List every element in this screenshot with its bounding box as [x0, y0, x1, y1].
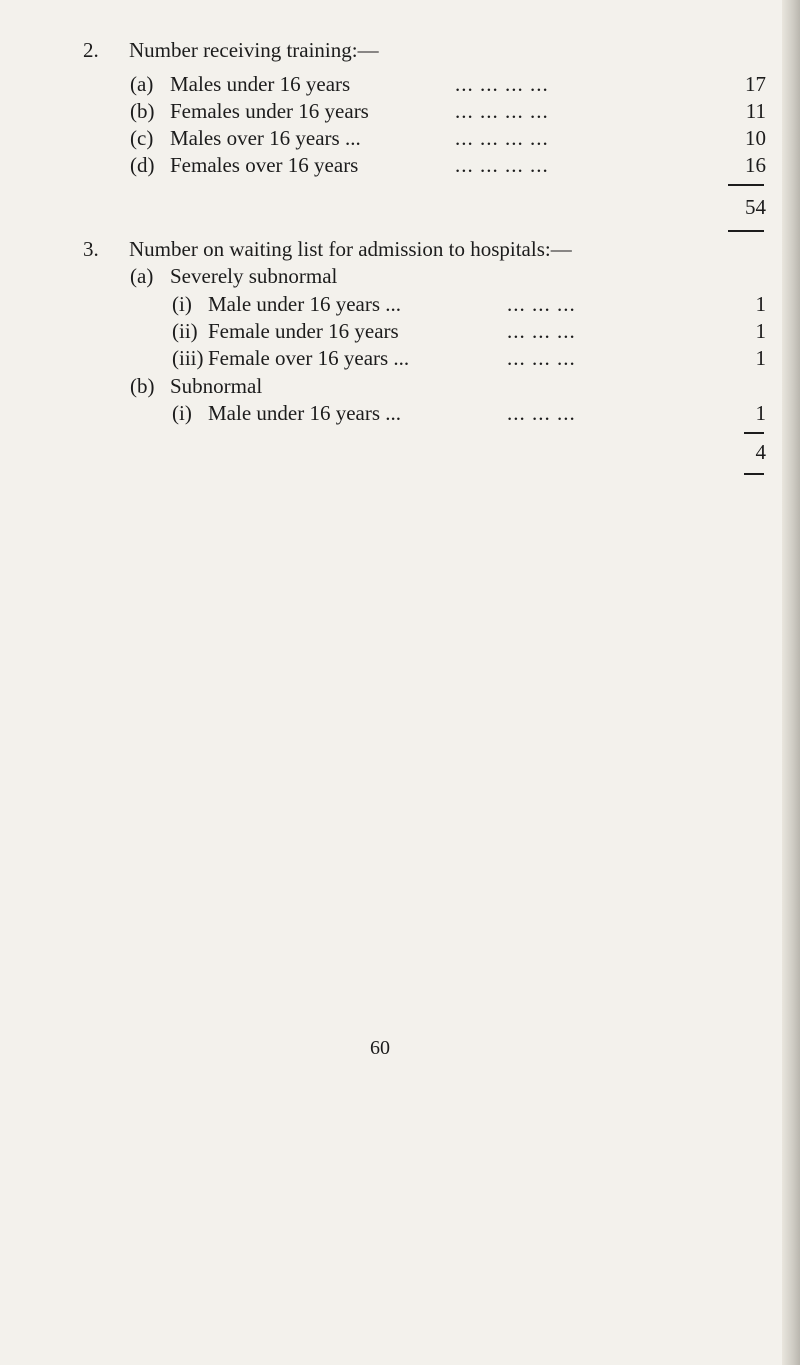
- item-value: 1: [755, 292, 766, 316]
- group-heading: [130, 372, 530, 400]
- item-roman: (i): [172, 292, 192, 316]
- item-value: 1: [755, 319, 766, 343]
- section-3-total: 4: [755, 440, 766, 464]
- item-letter: (c): [130, 126, 154, 150]
- leader-dots: ... ... ...: [507, 292, 576, 316]
- leader-dots: ... ... ...: [507, 319, 576, 343]
- table-row: [130, 151, 766, 179]
- item-value: 16: [745, 153, 766, 177]
- item-value: 10: [745, 126, 766, 150]
- table-row: [172, 317, 766, 345]
- item-label: Female over 16 years ...: [208, 346, 410, 370]
- leader-dots: ... ... ...: [507, 346, 576, 370]
- page-number: 60: [370, 1037, 390, 1059]
- section-3-heading-line: [83, 235, 703, 263]
- item-value: 11: [745, 99, 766, 123]
- table-row: [130, 97, 766, 125]
- total-rule-bottom: [728, 230, 764, 232]
- group-heading: [130, 262, 530, 290]
- table-row: [130, 70, 766, 98]
- section-2-heading-line: [83, 36, 683, 64]
- item-roman: (ii): [172, 319, 198, 343]
- table-row: [172, 399, 766, 427]
- item-roman: (i): [172, 401, 192, 425]
- leader-dots: ... ... ... ...: [455, 153, 549, 177]
- group-title: Subnormal: [170, 374, 263, 398]
- item-value: 1: [755, 346, 766, 370]
- section-2-total: 54: [745, 195, 766, 219]
- section-heading: Number receiving training:—: [129, 38, 379, 62]
- item-label: Females over 16 years: [170, 153, 359, 177]
- item-label: Male under 16 years ...: [208, 401, 402, 425]
- section-heading: Number on waiting list for admission to hospitals:—: [129, 237, 572, 261]
- table-row: [172, 290, 766, 318]
- table-row: [172, 344, 766, 372]
- section-number: 3.: [83, 237, 99, 261]
- leader-dots: ... ... ... ...: [455, 126, 549, 150]
- group-title: Severely subnormal: [170, 264, 338, 288]
- section-3-total-line: [690, 438, 766, 466]
- item-value: 1: [755, 401, 766, 425]
- leader-dots: ... ... ... ...: [455, 99, 549, 123]
- group-letter: (b): [130, 374, 155, 398]
- item-label: Males over 16 years ...: [170, 126, 361, 150]
- section-2-total-line: [690, 193, 766, 221]
- item-roman: (iii): [172, 346, 204, 370]
- total-rule-bottom: [744, 473, 764, 475]
- page-edge: [782, 0, 800, 1365]
- item-letter: (a): [130, 72, 154, 96]
- total-rule-top: [728, 184, 764, 186]
- item-label: Males under 16 years: [170, 72, 351, 96]
- item-letter: (b): [130, 99, 155, 123]
- section-number: 2.: [83, 38, 99, 62]
- table-row: [130, 124, 766, 152]
- item-label: Male under 16 years ...: [208, 292, 402, 316]
- group-letter: (a): [130, 264, 154, 288]
- item-label: Female under 16 years: [208, 319, 399, 343]
- leader-dots: ... ... ...: [507, 401, 576, 425]
- item-value: 17: [745, 72, 766, 96]
- total-rule-top: [744, 432, 764, 434]
- leader-dots: ... ... ... ...: [455, 72, 549, 96]
- item-label: Females under 16 years: [170, 99, 369, 123]
- item-letter: (d): [130, 153, 155, 177]
